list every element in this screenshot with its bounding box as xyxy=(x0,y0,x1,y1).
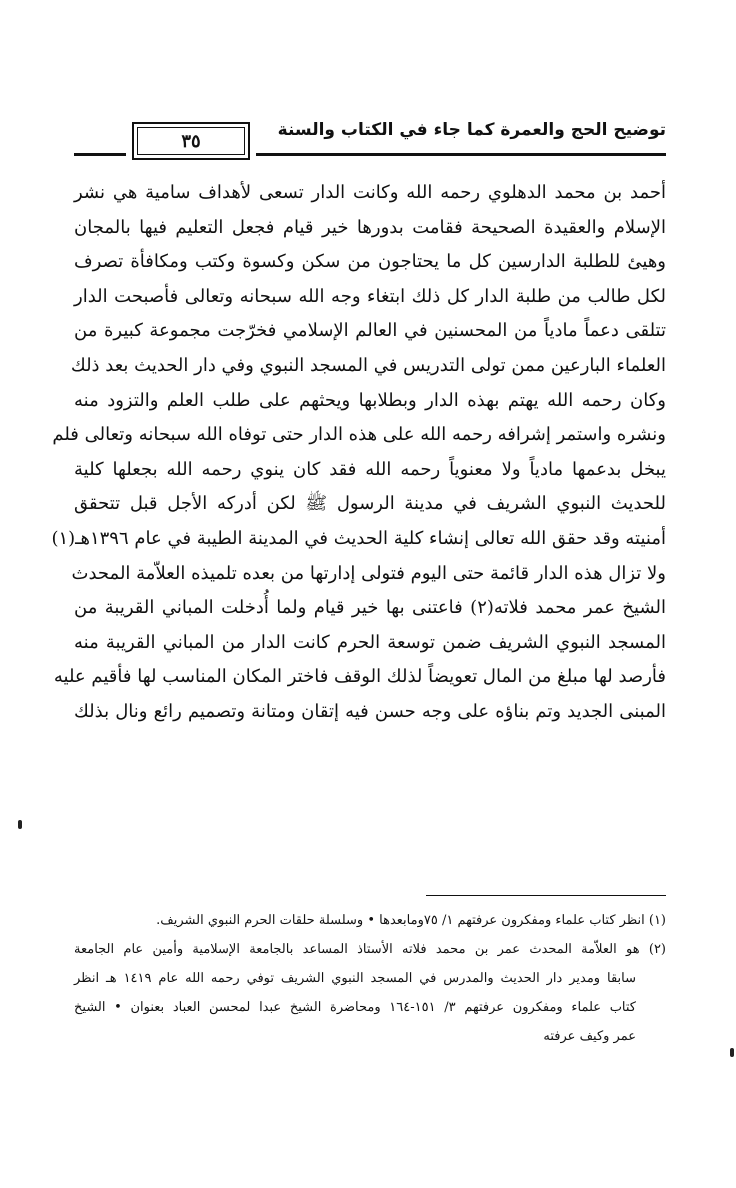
text-line: وهيئ للطلبة الدارسين كل ما يحتاجون من سكن وكسوة وكتب ومكافأة تصرف xyxy=(74,251,667,273)
header-rule xyxy=(256,153,666,156)
scan-mark xyxy=(18,820,22,829)
text-line: وكان رحمه الله يهتم بهذه الدار وبطلابها ويحثهم على طلب العلم والتزود منه xyxy=(74,389,666,411)
footnote-1: (١) انظر كتاب علماء ومفكرون عرفتهم ١/ ٧٥ومابعدها • وسلسلة حلقات الحرم النبوي الشريف. xyxy=(156,913,666,928)
text-line: ونشره واستمر إشرافه رحمه الله على هذه الدار حتى توفاه الله سبحانه وتعالى فلم xyxy=(52,424,666,446)
text-line: المبنى الجديد وتم بناؤه على وجه حسن فيه إتقان ومتانة وتصميم رائع ونال بذلك xyxy=(74,700,666,722)
page-number: ٣٥ xyxy=(137,127,245,155)
scan-mark xyxy=(730,1048,734,1057)
text-line: الشيخ عمر محمد فلاته(٢) فاعتنى بها خير قيام ولما أُدخلت المباني القريبة من xyxy=(74,597,666,619)
text-line: تتلقى دعماً مادياً من المحسنين في العالم الإسلامي فخرّجت مجموعة كبيرة من xyxy=(74,320,666,342)
footnote-2-continued: كتاب علماء ومفكرون عرفتهم ٣/ ١٥١-١٦٤ ومحاضرة الشيخ عبدا لمحسن العباد بعنوان • الشيخ xyxy=(74,1000,637,1015)
text-line: يبخل بدعمها مادياً ولا معنوياً رحمه الله فقد كان ينوي رحمه الله بجعلها كلية xyxy=(74,458,666,480)
footnote-separator xyxy=(426,895,666,896)
text-line: أمنيته وقد حقق الله تعالى إنشاء كلية الحديث في المدينة الطيبة في عام ١٣٩٦هـ(١) xyxy=(51,527,666,549)
text-line: ولا تزال هذه الدار قائمة حتى اليوم فتولى إدارتها من بعده تلميذه العلاّمة المحدث xyxy=(71,562,666,584)
header-rule-left xyxy=(74,153,126,156)
footnotes xyxy=(74,906,666,1051)
text-line: المسجد النبوي الشريف ضمن توسعة الحرم كانت الدار من المباني القريبة منه xyxy=(74,631,666,653)
footnote-2-continued: عمر وكيف عرفته xyxy=(543,1029,636,1044)
footnote-2-continued: سابقا ومدير دار الحديث والمدرس في المسجد النبوي الشريف توفي رحمه الله عام ١٤١٩ هـ انظر xyxy=(74,971,636,986)
text-line: لكل طالب من طلبة الدار كل ذلك ابتغاء وجه الله سبحانه وتعالى فأصبحت الدار xyxy=(74,285,666,307)
page-number-box xyxy=(132,122,250,160)
footnote-2: (٢) هو العلاّمة المحدث عمر بن محمد فلاته الأستاذ المساعد بالجامعة الإسلامية وأمين عام الجامعة xyxy=(74,942,666,957)
text-line: فأرصد لها مبلغ من المال تعويضاً لذلك الوقف فاختر المكان المناسب لها فأقيم عليه xyxy=(53,666,666,688)
text-line: الإسلام والعقيدة الصحيحة فقامت بدورها خير قيام فجعل التعليم فيها بالمجان xyxy=(74,216,666,238)
text-line: للحديث النبوي الشريف في مدينة الرسول ﷺ لكن أدركه الأجل قبل تتحقق xyxy=(74,493,666,515)
text-line: العلماء البارعين ممن تولى التدريس في المسجد النبوي وفي دار الحديث بعد ذلك xyxy=(70,354,666,376)
main-text xyxy=(51,176,667,730)
running-header xyxy=(74,118,666,158)
book-title: توضيح الحج والعمرة كما جاء في الكتاب والسنة xyxy=(277,120,666,140)
text-line: أحمد بن محمد الدهلوي رحمه الله وكانت الدار تسعى لأهداف سامية هي نشر xyxy=(74,182,666,203)
